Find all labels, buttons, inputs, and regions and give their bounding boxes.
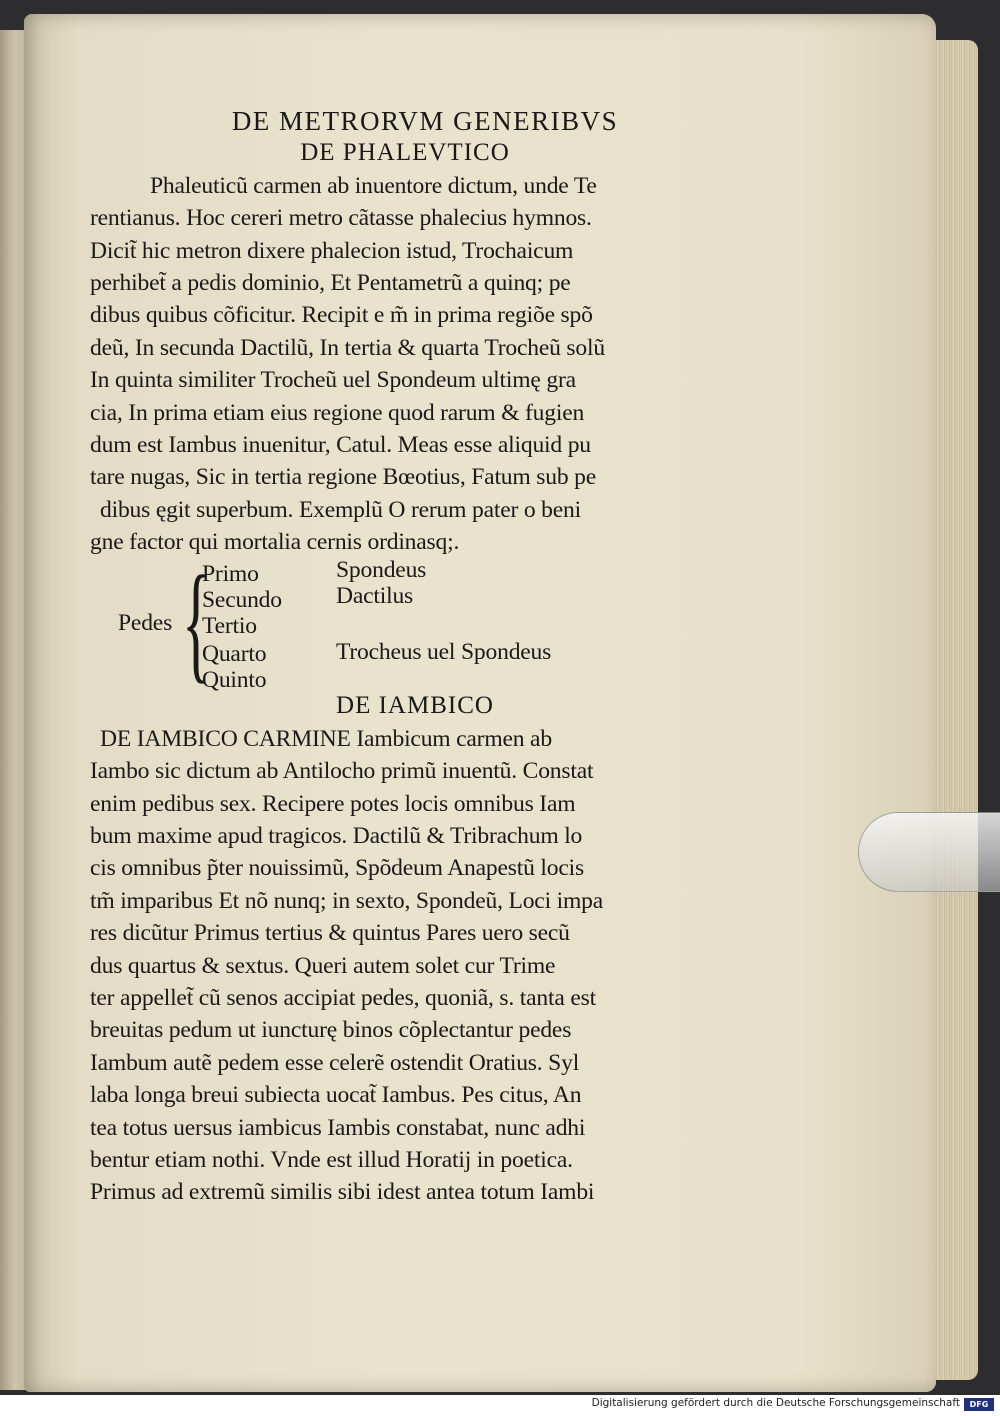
- section2-body: [90, 723, 720, 1209]
- text-line: DE IAMBICO CARMINE Iambicum carmen ab: [100, 725, 552, 752]
- text-line: ter appellet̃ cũ senos accipiat pedes, quoniã, s. tanta est: [90, 984, 596, 1011]
- text-line: dibus quibus cõficitur. Recipit e m̃ in prima regiõe spõ: [90, 302, 593, 329]
- text-line: cia, In prima etiam eius regione quod rarum & fugien: [90, 399, 585, 426]
- section1-body: [90, 170, 720, 559]
- feet-name: Dactilus: [336, 583, 414, 610]
- running-head: DE METRORVM GENERIBVS: [231, 106, 619, 136]
- text-line: res dicũtur Primus tertius & quintus Pares uero secũ: [90, 920, 570, 947]
- feet-table-label: Pedes: [118, 610, 173, 637]
- feet-table: [90, 548, 720, 696]
- feet-ordinal: Primo: [202, 561, 259, 588]
- text-line: breuitas pedum ut iuncturę binos cõplectantur pedes: [90, 1017, 572, 1044]
- text-line: tea totus uersus iambicus Iambis constabat, nunc adhi: [90, 1114, 586, 1141]
- text-line: Phaleuticũ carmen ab inuentore dictum, unde Te: [150, 172, 597, 199]
- text-line: dum est Iambus inuenitur, Catul. Meas esse aliquid pu: [90, 431, 591, 458]
- section-heading-phaleutico: DE PHALEVTICO: [300, 139, 510, 167]
- text-line: perhibet̃ a pedis dominio, Et Pentametrũ a quinq; pe: [90, 269, 571, 296]
- dfg-logo: DFG: [964, 1398, 994, 1411]
- text-line: In quinta similiter Trocheũ uel Spondeum ultimę gra: [90, 367, 576, 394]
- feet-ordinal: Secundo: [202, 587, 282, 614]
- text-line: deũ, In secunda Dactilũ, In tertia & quarta Trocheũ solũ: [90, 334, 605, 361]
- feet-ordinal: Quinto: [202, 667, 267, 694]
- text-line: Iambum autẽ pedem esse celerẽ ostendit Oratius. Syl: [90, 1049, 580, 1076]
- text-line: Primus ad extremũ similis sibi idest antea totum Iambi: [90, 1179, 595, 1206]
- text-line: cis omnibus p̃ter nouissimũ, Spõdeum Anapestũ locis: [90, 855, 584, 882]
- brace-icon: {: [182, 548, 211, 696]
- text-line: tm̃ imparibus Et nõ nunq; in sexto, Spondeũ, Loci impa: [90, 887, 604, 914]
- text-line: Iambo sic dictum ab Antilocho primũ inuentũ. Constat: [90, 758, 594, 785]
- feet-name: Spondeus: [336, 557, 427, 584]
- text-line: Dicit̃ hic metron dixere phalecion istud, Trochaicum: [90, 237, 574, 264]
- page-clip: [858, 812, 1000, 892]
- text-line: rentianus. Hoc cereri metro cãtasse phalecius hymnos.: [90, 205, 592, 232]
- footer-credit: Digitalisierung gefördert durch die Deutsche Forschungsgemeinschaft: [591, 1397, 960, 1409]
- feet-name: Trocheus uel Spondeus: [336, 639, 552, 666]
- text-line: laba longa breui subiecta uocat̃ Iambus. Pes citus, An: [90, 1082, 582, 1109]
- digitization-footer: [0, 1395, 1000, 1416]
- section-heading-iambico: DE IAMBICO: [336, 692, 494, 720]
- text-line: tare nugas, Sic in tertia regione Bœotius, Fatum sub pe: [90, 464, 597, 491]
- text-line: gne factor qui mortalia cernis ordinasq;.: [90, 529, 460, 556]
- text-line: dibus ęgit superbum. Exemplũ O rerum pater o beni: [100, 496, 581, 523]
- text-line: dus quartus & sextus. Queri autem solet cur Trime: [90, 952, 556, 979]
- text-line: bum maxime apud tragicos. Dactilũ & Tribrachum lo: [90, 823, 583, 850]
- text-line: bentur etiam nothi. Vnde est illud Horatij in poetica.: [90, 1146, 573, 1173]
- feet-ordinal: Tertio: [202, 613, 257, 640]
- page-text: [90, 105, 720, 1209]
- text-line: enim pedibus sex. Recipere potes locis omnibus Iam: [90, 790, 576, 817]
- feet-ordinal: Quarto: [202, 641, 267, 668]
